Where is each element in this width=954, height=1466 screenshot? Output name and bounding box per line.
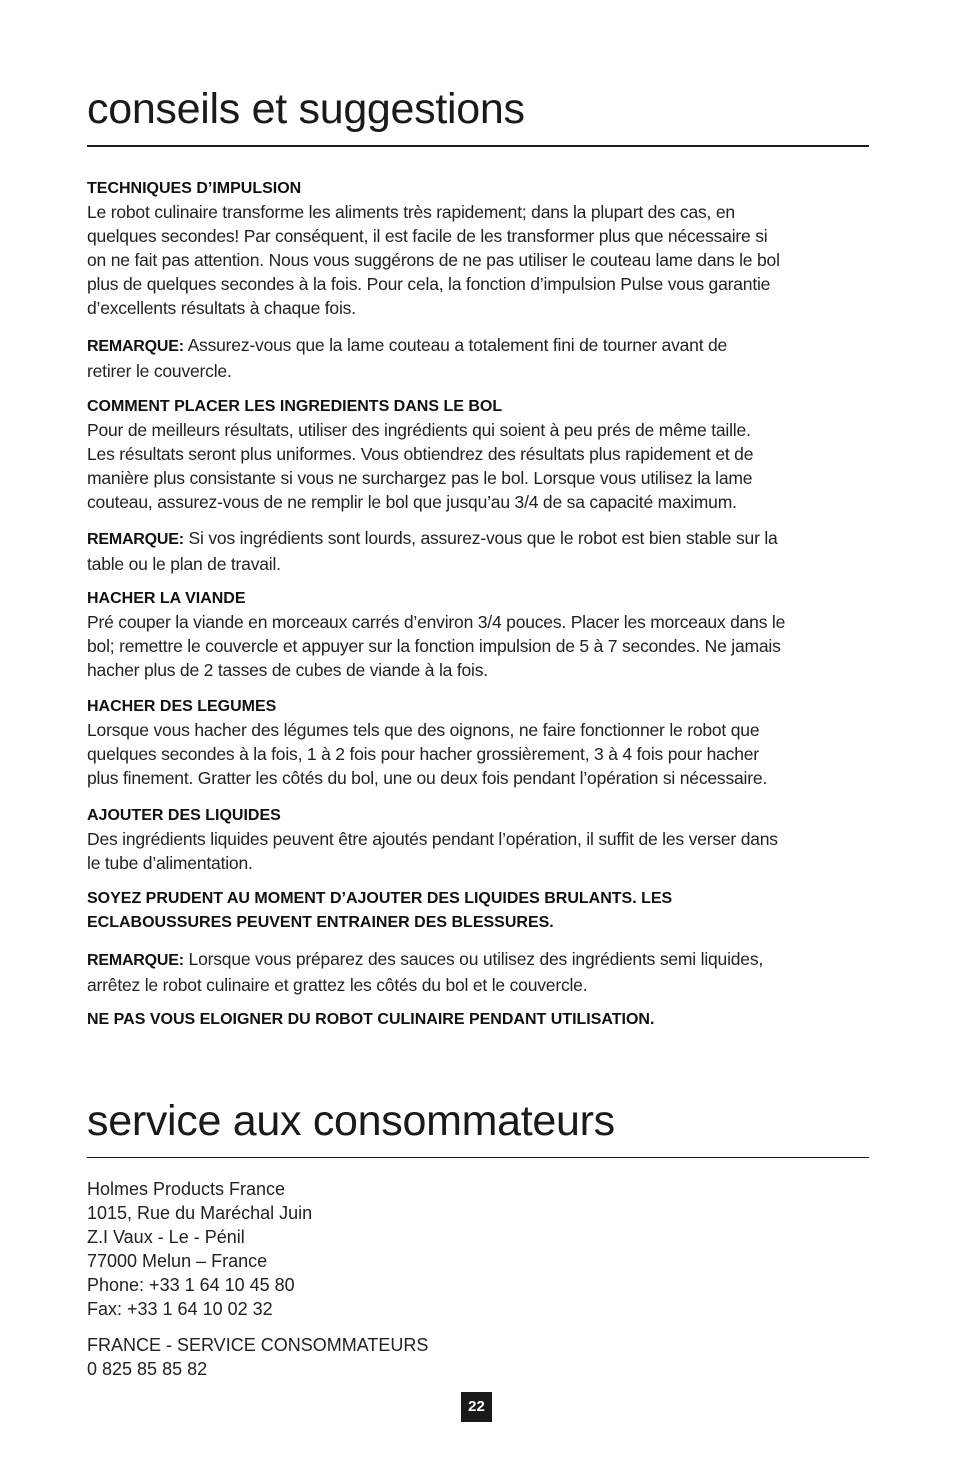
hot-liquids-warning <box>87 887 869 935</box>
note-3-line: Lorsque vous préparez des sauces ou utilisez des ingrédients semi liquides, <box>183 949 764 969</box>
hotline-label: FRANCE - SERVICE CONSOMMATEURS <box>87 1335 429 1355</box>
placing-line: manière plus consistante si vous ne surchargez pas le bol. Lorsque vous utilisez la lame <box>87 468 753 488</box>
vegetables-line: plus finement. Gratter les côtés du bol, une ou deux fois pendant l’opération si nécessaire. <box>87 768 768 788</box>
warning-line: ECLABOUSSURES PEUVENT ENTRAINER DES BLESSURES. <box>87 914 554 931</box>
pulse-text <box>87 200 869 320</box>
fax-line: Fax: +33 1 64 10 02 32 <box>87 1299 273 1319</box>
pulse-line: d’excellents résultats à chaque fois. <box>87 298 356 318</box>
meat-line: bol; remettre le couvercle et appuyer sur la fonction impulsion de 5 à 7 secondes. Ne jamais <box>87 636 781 656</box>
placing-line: Les résultats seront plus uniformes. Vous obtiendrez des résultats plus rapidement et de <box>87 444 754 464</box>
service-address <box>87 1177 869 1321</box>
vegetables-line: Lorsque vous hacher des légumes tels que des oignons, ne faire fonctionner le robot que <box>87 720 760 740</box>
placing-text <box>87 418 869 514</box>
meat-line: hacher plus de 2 tasses de cubes de viande à la fois. <box>87 660 488 680</box>
note-3 <box>87 947 869 997</box>
liquids-heading: AJOUTER DES LIQUIDES <box>87 807 281 824</box>
note-2 <box>87 526 869 576</box>
note-2-line: table ou le plan de travail. <box>87 554 281 574</box>
tips-section-title: conseils et suggestions <box>87 85 525 133</box>
note-3-label: REMARQUE: <box>87 952 184 969</box>
placing-heading: COMMENT PLACER LES INGREDIENTS DANS LE BOL <box>87 398 503 415</box>
tips-title-rule <box>87 145 869 147</box>
unattended-warning: NE PAS VOUS ELOIGNER DU ROBOT CULINAIRE PENDANT UTILISATION. <box>87 1011 655 1028</box>
page-number-badge: 22 <box>461 1392 492 1422</box>
hotline-number: 0 825 85 85 82 <box>87 1359 208 1379</box>
meat-heading: HACHER LA VIANDE <box>87 590 246 607</box>
placing-line: couteau, assurez-vous de ne remplir le bol que jusqu’au 3/4 de sa capacité maximum. <box>87 492 737 512</box>
pulse-line: Le robot culinaire transforme les aliments très rapidement; dans la plupart des cas, en <box>87 202 735 222</box>
service-section-title: service aux consommateurs <box>87 1097 615 1145</box>
pulse-heading: TECHNIQUES D’IMPULSION <box>87 180 302 197</box>
address-line: Z.I Vaux - Le - Pénil <box>87 1227 245 1247</box>
address-line: Holmes Products France <box>87 1179 286 1199</box>
liquids-line: le tube d’alimentation. <box>87 853 253 873</box>
vegetables-section <box>87 697 869 790</box>
address-line: 1015, Rue du Maréchal Juin <box>87 1203 313 1223</box>
note-2-line: Si vos ingrédients sont lourds, assurez-vous que le robot est bien stable sur la <box>183 528 778 548</box>
meat-text <box>87 610 869 682</box>
service-title-rule <box>87 1157 869 1158</box>
vegetables-text <box>87 718 869 790</box>
meat-section <box>87 589 869 682</box>
note-1-line: Assurez-vous que la lame couteau a totalement fini de tourner avant de <box>183 335 728 355</box>
warning-line: SOYEZ PRUDENT AU MOMENT D’AJOUTER DES LIQUIDES BRULANTS. LES <box>87 890 673 907</box>
liquids-line: Des ingrédients liquides peuvent être ajoutés pendant l’opération, il suffit de les verser dans <box>87 829 778 849</box>
pulse-line: plus de quelques secondes à la fois. Pour cela, la fonction d’impulsion Pulse vous garantie <box>87 274 771 294</box>
vegetables-heading: HACHER DES LEGUMES <box>87 698 277 715</box>
vegetables-line: quelques secondes à la fois, 1 à 2 fois pour hacher grossièrement, 3 à 4 fois pour hacher <box>87 744 759 764</box>
address-line: 77000 Melun – France <box>87 1251 268 1271</box>
phone-line: Phone: +33 1 64 10 45 80 <box>87 1275 295 1295</box>
note-1 <box>87 333 869 383</box>
meat-line: Pré couper la viande en morceaux carrés d’environ 3/4 pouces. Placer les morceaux dans le <box>87 612 786 632</box>
liquids-section <box>87 806 869 875</box>
placing-line: Pour de meilleurs résultats, utiliser des ingrédients qui soient à peu prés de même taille. <box>87 420 751 440</box>
note-3-line: arrêtez le robot culinaire et grattez les côtés du bol et le couvercle. <box>87 975 588 995</box>
pulse-line: on ne fait pas attention. Nous vous suggérons de ne pas utiliser le couteau lame dans le bol <box>87 250 780 270</box>
placing-section <box>87 397 869 514</box>
note-2-label: REMARQUE: <box>87 531 184 548</box>
note-1-label: REMARQUE: <box>87 338 184 355</box>
pulse-section <box>87 179 869 320</box>
service-hotline <box>87 1333 869 1381</box>
note-1-line: retirer le couvercle. <box>87 361 232 381</box>
pulse-line: quelques secondes! Par conséquent, il est facile de les transformer plus que nécessaire si <box>87 226 768 246</box>
liquids-text <box>87 827 869 875</box>
